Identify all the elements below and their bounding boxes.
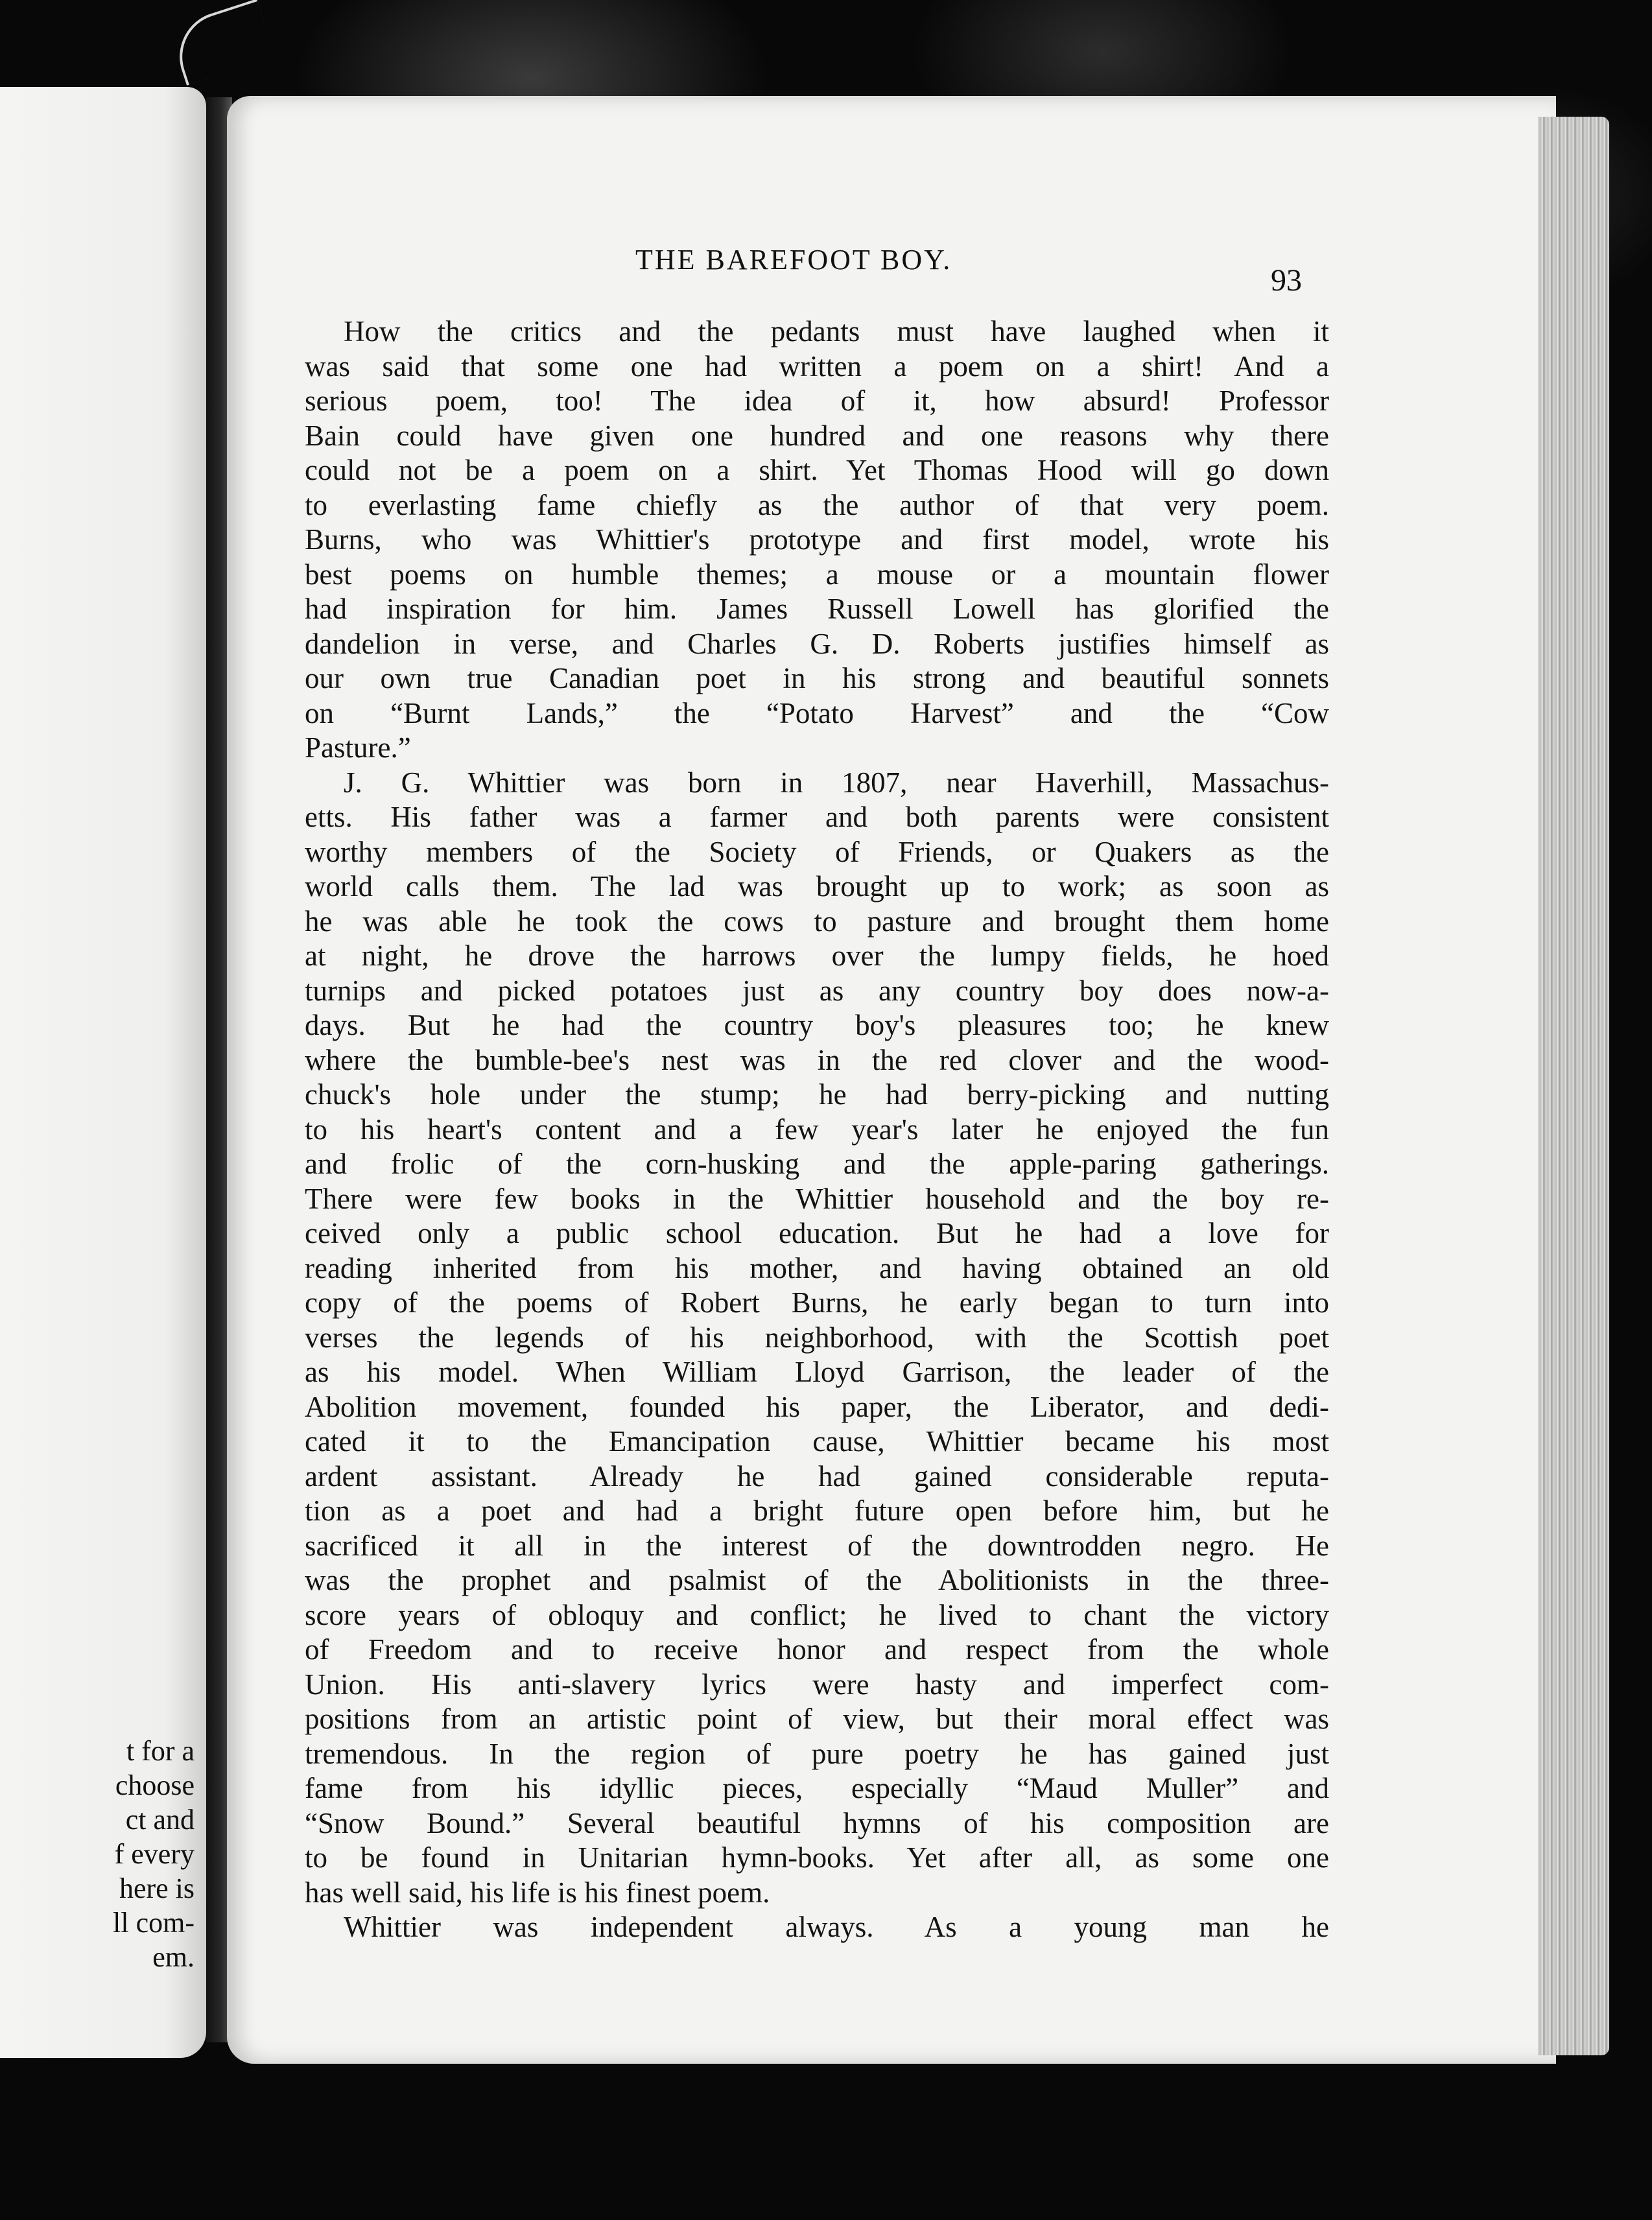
text-line: copy of the poems of Robert Burns, he early began to turn into [305, 1286, 1329, 1319]
text-line: could not be a poem on a shirt. Yet Thomas Hood will go down [305, 454, 1329, 486]
text-line: where the bumble-bee's nest was in the red clover and the wood- [305, 1043, 1329, 1076]
left-page-line: here is [119, 1872, 195, 1904]
left-page-line: t for a [126, 1735, 195, 1767]
text-line: chuck's hole under the stump; he had berry-picking and nutting [305, 1078, 1329, 1111]
text-line: and frolic of the corn-husking and the apple-paring gatherings. [305, 1148, 1329, 1180]
text-line: was the prophet and psalmist of the Abolitionists in the three- [305, 1564, 1329, 1596]
text-line: worthy members of the Society of Friends, or Quakers as the [305, 835, 1329, 868]
text-line: Burns, who was Whittier's prototype and first model, wrote his [305, 523, 1329, 556]
left-page-line: choose [115, 1769, 195, 1801]
text-line: sacrificed it all in the interest of the downtrodden negro. He [305, 1529, 1329, 1562]
text-line: he was able he took the cows to pasture and brought them home [305, 904, 1329, 938]
text-line: ardent assistant. Already he had gained considerable reputa- [305, 1459, 1329, 1493]
text-line: score years of obloquy and conflict; he lived to chant the victory [305, 1598, 1329, 1631]
text-line: J. G. Whittier was born in 1807, near Haverhill, Massachus- [344, 766, 1329, 799]
text-line: Bain could have given one hundred and one reasons why there [305, 419, 1329, 452]
running-title: THE BAREFOOT BOY. [635, 244, 952, 276]
text-line: tremendous. In the region of pure poetry he has gained just [305, 1737, 1329, 1770]
text-line: dandelion in verse, and Charles G. D. Roberts justifies himself as [305, 627, 1329, 660]
text-line: has well said, his life is his finest poem. [305, 1876, 770, 1909]
left-page-text [0, 1734, 195, 1974]
left-page-line: ll com- [113, 1907, 195, 1939]
text-line: serious poem, too! The idea of it, how absurd! Professor [305, 384, 1329, 417]
text-line: had inspiration for him. James Russell Lowell has glorified the [305, 593, 1329, 625]
left-page [0, 87, 206, 2058]
text-line: was said that some one had written a poem on a shirt! And a [305, 349, 1329, 383]
text-line: as his model. When William Lloyd Garrison, the leader of the [305, 1356, 1329, 1388]
text-line: positions from an artistic point of view, but their moral effect was [305, 1703, 1329, 1735]
page-number: 93 [1271, 263, 1302, 298]
left-page-line: ct and [125, 1804, 195, 1836]
text-line: Union. His anti-slavery lyrics were hasty and imperfect com- [305, 1668, 1329, 1701]
text-line: to his heart's content and a few year's later he enjoyed the fun [305, 1113, 1329, 1146]
text-line: reading inherited from his mother, and having obtained an old [305, 1251, 1329, 1284]
text-line: Whittier was independent always. As a young man he [344, 1911, 1329, 1943]
text-line: days. But he had the country boy's pleasures too; he knew [305, 1009, 1329, 1041]
text-line: There were few books in the Whittier household and the boy re- [305, 1182, 1329, 1215]
text-line: ceived only a public school education. But he had a love for [305, 1217, 1329, 1249]
text-line: Abolition movement, founded his paper, the Liberator, and dedi- [305, 1390, 1329, 1423]
text-line: at night, he drove the harrows over the lumpy fields, he hoed [305, 939, 1329, 972]
text-line: verses the legends of his neighborhood, with the Scottish poet [305, 1321, 1329, 1354]
text-line: our own true Canadian poet in his strong and beautiful sonnets [305, 662, 1329, 694]
text-line: cated it to the Emancipation cause, Whittier became his most [305, 1425, 1329, 1458]
text-line: best poems on humble themes; a mouse or a mountain flower [305, 558, 1329, 591]
text-line: on “Burnt Lands,” the “Potato Harvest” and the “Cow [305, 696, 1329, 729]
text-line: How the critics and the pedants must have laughed when it [344, 315, 1329, 348]
text-line: to be found in Unitarian hymn-books. Yet after all, as some one [305, 1841, 1329, 1874]
text-line: fame from his idyllic pieces, especially “Maud Muller” and [305, 1772, 1329, 1804]
text-line: of Freedom and to receive honor and respect from the whole [305, 1633, 1329, 1666]
text-line: to everlasting fame chiefly as the author of that very poem. [305, 488, 1329, 521]
text-line: Pasture.” [305, 731, 411, 764]
text-line: etts. His father was a farmer and both parents were consistent [305, 801, 1329, 833]
left-page-line: f every [114, 1838, 195, 1870]
body-text [305, 314, 1329, 1945]
text-line: tion as a poet and had a bright future open before him, but he [305, 1494, 1329, 1527]
text-line: world calls them. The lad was brought up to work; as soon as [305, 870, 1329, 903]
text-line: “Snow Bound.” Several beautiful hymns of his composition are [305, 1806, 1329, 1839]
page-edges [1538, 117, 1609, 2055]
left-page-line: em. [152, 1941, 195, 1973]
text-line: turnips and picked potatoes just as any country boy does now-a- [305, 974, 1329, 1007]
